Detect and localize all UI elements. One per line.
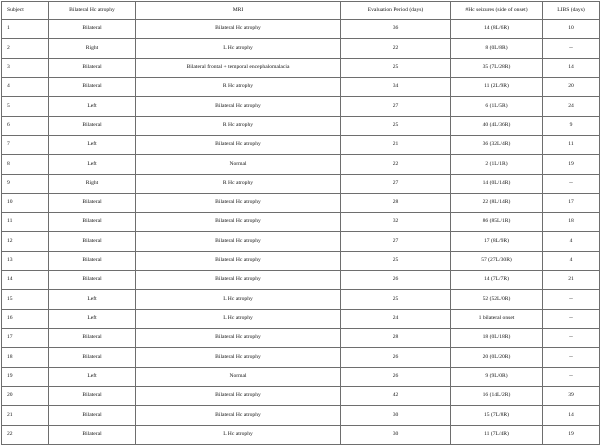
cell-evaluation-period: 25 [341,290,451,309]
cell-evaluation-period: 27 [341,174,451,193]
cell-subject: 7 [2,135,49,154]
cell-mri: R Hc atrophy [136,77,341,96]
cell-libs: 14 [543,406,600,425]
cell-mri: Normal [136,367,341,386]
cell-hc-seizures: 40 (4L/36R) [451,116,543,135]
cell-mri: Bilateral Hc atrophy [136,232,341,251]
cell-mri: Bilateral Hc atrophy [136,251,341,270]
cell-bilateral-hc-atrophy: Bilateral [49,232,136,251]
cell-hc-seizures: 14 (7L/7R) [451,271,543,290]
table-body [2,20,600,445]
cell-mri: Bilateral Hc atrophy [136,213,341,232]
cell-subject: 5 [2,97,49,116]
cell-libs: 20 [543,77,600,96]
cell-libs: -- [543,39,600,58]
table-row [2,193,600,212]
cell-bilateral-hc-atrophy: Left [49,155,136,174]
cell-bilateral-hc-atrophy: Bilateral [49,271,136,290]
cell-subject: 18 [2,348,49,367]
table-row [2,232,600,251]
cell-evaluation-period: 36 [341,20,451,39]
table-row [2,309,600,328]
cell-mri: R Hc atrophy [136,174,341,193]
table-row [2,348,600,367]
cell-libs: -- [543,367,600,386]
table-row [2,174,600,193]
header-evaluation-period: Evaluation Period (days) [341,2,451,20]
cell-hc-seizures: 18 (0L/18R) [451,329,543,348]
table-header [2,2,600,20]
cell-evaluation-period: 42 [341,386,451,405]
cell-bilateral-hc-atrophy: Right [49,39,136,58]
cell-mri: L Hc atrophy [136,290,341,309]
cell-mri: Bilateral Hc atrophy [136,386,341,405]
cell-bilateral-hc-atrophy: Left [49,290,136,309]
cell-evaluation-period: 24 [341,309,451,328]
cell-libs: 9 [543,116,600,135]
cell-evaluation-period: 22 [341,39,451,58]
cell-subject: 8 [2,155,49,174]
cell-libs: -- [543,329,600,348]
cell-libs: 21 [543,271,600,290]
cell-subject: 16 [2,309,49,328]
cell-libs: 4 [543,232,600,251]
table-row [2,425,600,444]
cell-mri: R Hc atrophy [136,116,341,135]
table-row [2,386,600,405]
cell-subject: 9 [2,174,49,193]
table-row [2,290,600,309]
cell-bilateral-hc-atrophy: Left [49,309,136,328]
cell-mri: Bilateral Hc atrophy [136,348,341,367]
cell-hc-seizures: 52 (52L/0R) [451,290,543,309]
cell-mri: Bilateral Hc atrophy [136,135,341,154]
cell-bilateral-hc-atrophy: Bilateral [49,116,136,135]
document-page [1,1,599,445]
cell-subject: 20 [2,386,49,405]
cell-hc-seizures: 57 (27L/30R) [451,251,543,270]
header-bilateral-hc-atrophy: Bilateral Hc atrophy [49,2,136,20]
cell-evaluation-period: 34 [341,77,451,96]
cell-mri: Bilateral Hc atrophy [136,20,341,39]
cell-bilateral-hc-atrophy: Left [49,97,136,116]
cell-hc-seizures: 11 (7L/4R) [451,425,543,444]
table-row [2,58,600,77]
cell-subject: 15 [2,290,49,309]
cell-evaluation-period: 22 [341,155,451,174]
cell-hc-seizures: 11 (2L/9R) [451,77,543,96]
cell-evaluation-period: 32 [341,213,451,232]
cell-hc-seizures: 36 (32L/4R) [451,135,543,154]
cell-libs: 18 [543,213,600,232]
cell-evaluation-period: 25 [341,116,451,135]
header-hc-seizures: #Hc seizures (side of onset) [451,2,543,20]
cell-subject: 21 [2,406,49,425]
header-subject: Subject [2,2,49,20]
cell-subject: 1 [2,20,49,39]
cell-bilateral-hc-atrophy: Bilateral [49,193,136,212]
cell-hc-seizures: 86 (85L/1R) [451,213,543,232]
cell-bilateral-hc-atrophy: Bilateral [49,77,136,96]
cell-hc-seizures: 14 (0L/14R) [451,174,543,193]
cell-bilateral-hc-atrophy: Right [49,174,136,193]
cell-evaluation-period: 30 [341,406,451,425]
cell-evaluation-period: 28 [341,329,451,348]
cell-subject: 22 [2,425,49,444]
cell-subject: 11 [2,213,49,232]
cell-libs: 10 [543,20,600,39]
cell-libs: 14 [543,58,600,77]
cell-evaluation-period: 25 [341,251,451,270]
cell-libs: 19 [543,155,600,174]
cell-libs: 39 [543,386,600,405]
cell-subject: 2 [2,39,49,58]
table-row [2,39,600,58]
table-row [2,367,600,386]
cell-subject: 10 [2,193,49,212]
header-row [2,2,600,20]
cell-mri: Bilateral Hc atrophy [136,329,341,348]
cell-mri: L Hc atrophy [136,425,341,444]
cell-libs: -- [543,309,600,328]
cell-hc-seizures: 2 (1L/1R) [451,155,543,174]
cell-evaluation-period: 27 [341,97,451,116]
cell-libs: 4 [543,251,600,270]
cell-bilateral-hc-atrophy: Bilateral [49,251,136,270]
cell-bilateral-hc-atrophy: Bilateral [49,329,136,348]
cell-bilateral-hc-atrophy: Left [49,367,136,386]
cell-mri: L Hc atrophy [136,309,341,328]
cell-subject: 4 [2,77,49,96]
cell-libs: -- [543,290,600,309]
header-mri: MRI [136,2,341,20]
table-row [2,213,600,232]
cell-hc-seizures: 6 (1L/5R) [451,97,543,116]
cell-evaluation-period: 30 [341,425,451,444]
cell-libs: 19 [543,425,600,444]
table-row [2,155,600,174]
table-row [2,20,600,39]
cell-mri: Bilateral Hc atrophy [136,406,341,425]
cell-subject: 19 [2,367,49,386]
cell-hc-seizures: 22 (8L/14R) [451,193,543,212]
cell-evaluation-period: 27 [341,232,451,251]
cell-libs: 24 [543,97,600,116]
cell-mri: Bilateral frontal + temporal encephalomalacia [136,58,341,77]
cell-libs: -- [543,174,600,193]
cell-bilateral-hc-atrophy: Bilateral [49,386,136,405]
table-row [2,97,600,116]
cell-subject: 14 [2,271,49,290]
cell-bilateral-hc-atrophy: Left [49,135,136,154]
table-row [2,251,600,270]
cell-evaluation-period: 26 [341,348,451,367]
cell-evaluation-period: 26 [341,271,451,290]
cell-hc-seizures: 8 (0L/8R) [451,39,543,58]
subject-table [1,1,600,445]
cell-subject: 13 [2,251,49,270]
table-row [2,77,600,96]
cell-evaluation-period: 21 [341,135,451,154]
cell-hc-seizures: 20 (0L/20R) [451,348,543,367]
cell-bilateral-hc-atrophy: Bilateral [49,58,136,77]
cell-hc-seizures: 1 bilateral onset [451,309,543,328]
cell-libs: 11 [543,135,600,154]
table-row [2,135,600,154]
table-row [2,329,600,348]
cell-evaluation-period: 25 [341,58,451,77]
cell-evaluation-period: 26 [341,367,451,386]
header-libs: LIBS (days) [543,2,600,20]
cell-mri: Bilateral Hc atrophy [136,97,341,116]
cell-mri: L Hc atrophy [136,39,341,58]
table-row [2,116,600,135]
cell-hc-seizures: 35 (7L/28R) [451,58,543,77]
cell-evaluation-period: 28 [341,193,451,212]
cell-subject: 3 [2,58,49,77]
cell-hc-seizures: 14 (8L/6R) [451,20,543,39]
cell-mri: Bilateral Hc atrophy [136,193,341,212]
cell-hc-seizures: 17 (8L/9R) [451,232,543,251]
cell-bilateral-hc-atrophy: Bilateral [49,213,136,232]
cell-bilateral-hc-atrophy: Bilateral [49,20,136,39]
cell-bilateral-hc-atrophy: Bilateral [49,406,136,425]
cell-mri: Bilateral Hc atrophy [136,271,341,290]
table-row [2,271,600,290]
cell-bilateral-hc-atrophy: Bilateral [49,425,136,444]
cell-hc-seizures: 15 (7L/8R) [451,406,543,425]
cell-subject: 6 [2,116,49,135]
cell-bilateral-hc-atrophy: Bilateral [49,348,136,367]
cell-libs: -- [543,348,600,367]
cell-hc-seizures: 9 (9L/0R) [451,367,543,386]
cell-subject: 12 [2,232,49,251]
cell-mri: Normal [136,155,341,174]
cell-libs: 17 [543,193,600,212]
cell-hc-seizures: 16 (14L/2R) [451,386,543,405]
table-row [2,406,600,425]
cell-subject: 17 [2,329,49,348]
